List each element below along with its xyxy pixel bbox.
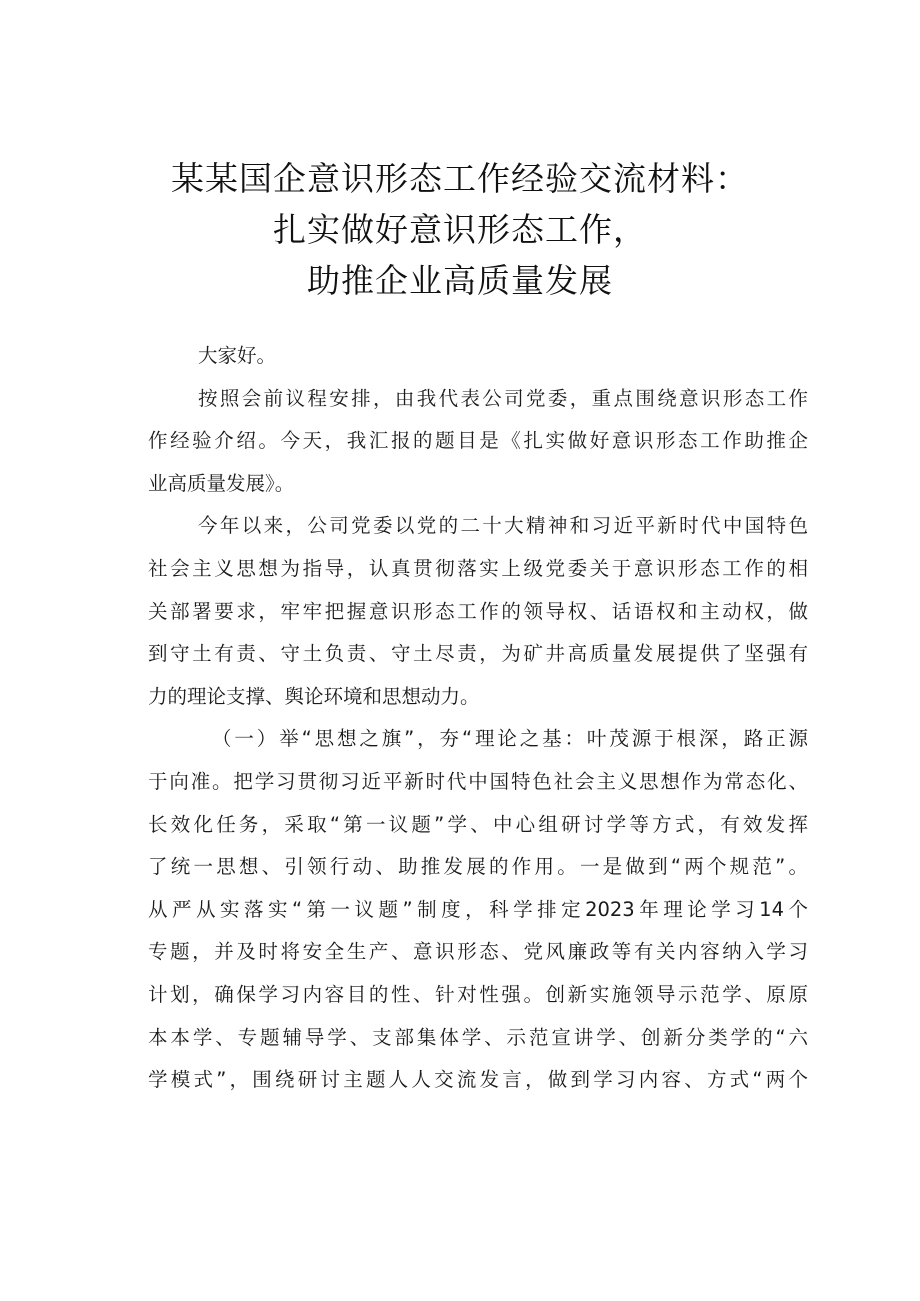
paragraph-1-line-3: 业高质量发展》。 <box>148 471 295 495</box>
paragraph-3-line-9: 学模式”，围绕研讨主题人人交流发言，做到学习内容、方式“两个 <box>148 1068 808 1092</box>
paragraph-3-line-2: 于向准。把学习贯彻习近平新时代中国特色社会主义思想作为常态化、 <box>148 769 808 793</box>
document-title <box>120 153 800 306</box>
title-line-2: 扎实做好意识形态工作， <box>273 210 647 249</box>
paragraph-3-line-6: 专题，并及时将安全生产、意识形态、党风廉政等有关内容纳入学习 <box>148 940 808 964</box>
paragraph-3-line-8: 本本学、专题辅导学、支部集体学、示范宣讲学、创新分类学的“六 <box>148 1025 808 1049</box>
title-line-3: 助推企业高质量发展 <box>307 261 613 300</box>
section-heading-line: （一）举“思想之旗”，夯“理论之基：叶茂源于根深，路正源 <box>212 727 808 751</box>
greeting-line: 大家好。 <box>198 344 277 367</box>
paragraph-3-line-3: 长效化任务，采取“第一议题”学、中心组研讨学等方式，有效发挥 <box>148 812 808 836</box>
paragraph-1-line-1: 按照会前议程安排，由我代表公司党委，重点围绕意识形态工作 <box>198 386 808 410</box>
title-line-1: 某某国企意识形态工作经验交流材料： <box>171 159 749 198</box>
paragraph-3-line-4: 了统一思想、引领行动、助推发展的作用。一是做到“两个规范”。 <box>148 855 808 879</box>
paragraph-2-line-5: 力的理论支撑、舆论环境和思想动力。 <box>148 684 480 708</box>
paragraph-2-line-2: 社会主义思想为指导，认真贯彻落实上级党委关于意识形态工作的相 <box>148 556 808 580</box>
paragraph-3-line-5: 从严从实落实“第一议题”制度，科学排定2023年理论学习14个 <box>148 897 808 921</box>
paragraph-2-line-4: 到守土有责、守土负责、守土尽责，为矿井高质量发展提供了坚强有 <box>148 642 808 666</box>
paragraph-3-line-7: 计划，确保学习内容目的性、针对性强。创新实施领导示范学、原原 <box>148 982 808 1006</box>
paragraph-2-line-1: 今年以来，公司党委以党的二十大精神和习近平新时代中国特色 <box>198 514 808 538</box>
paragraph-2-line-3: 关部署要求，牢牢把握意识形态工作的领导权、话语权和主动权，做 <box>148 599 808 623</box>
document-body <box>148 335 808 1102</box>
paragraph-1-line-2: 作经验介绍。今天，我汇报的题目是《扎实做好意识形态工作助推企 <box>148 429 808 453</box>
